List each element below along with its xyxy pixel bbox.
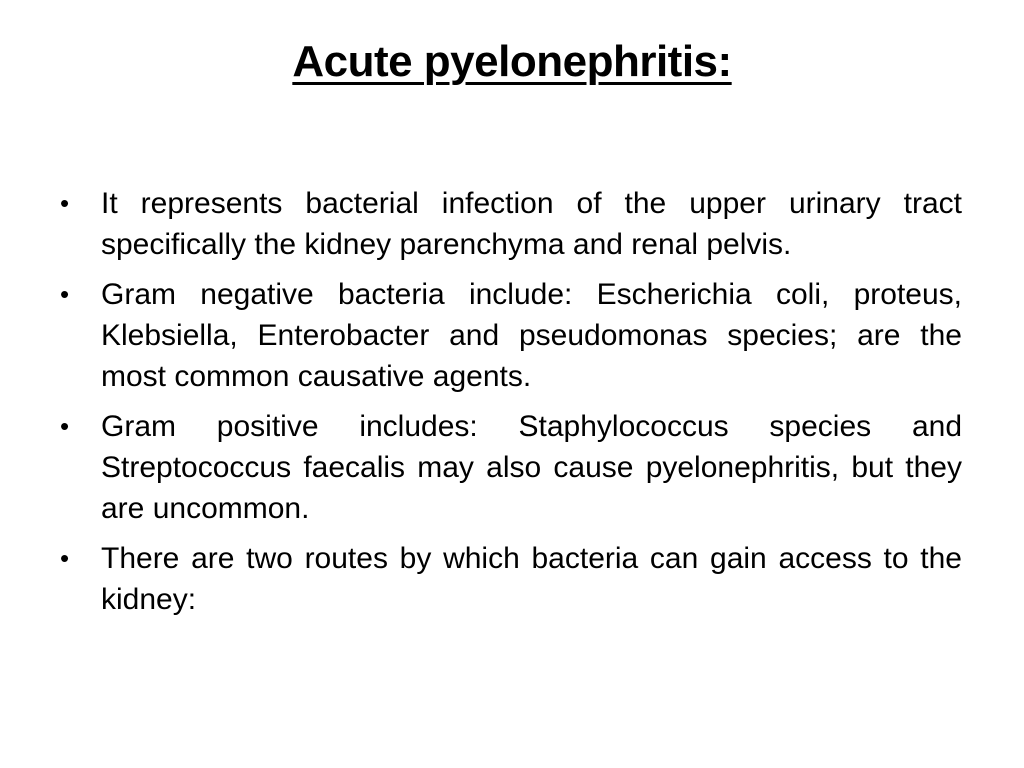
bullet-item-4 — [60, 538, 962, 620]
bullet-item-3 — [60, 406, 962, 529]
bullet-text-2: Gram negative bacteria include: Escherichia coli, proteus, Klebsiella, Enterobacter and pseudomonas species; are the most common causative agents. — [101, 278, 962, 393]
bullet-text-1: It represents bacterial infection of the upper urinary tract specifically the kidney parenchyma and renal pelvis. — [101, 187, 962, 261]
slide-title — [0, 30, 1024, 94]
bullet-dot-icon: • — [60, 279, 70, 309]
bullet-text-3: Gram positive includes: Staphylococcus species and Streptococcus faecalis may also cause pyelonephritis, but they are uncommon. — [101, 410, 962, 525]
bullet-item-2 — [60, 274, 962, 397]
bullet-item-1 — [60, 183, 962, 265]
bullet-list — [60, 183, 962, 629]
bullet-dot-icon: • — [60, 188, 70, 218]
bullet-dot-icon: • — [60, 411, 70, 441]
bullet-dot-icon: • — [60, 543, 70, 573]
slide-title-text: Acute pyelonephritis: — [292, 37, 732, 86]
bullet-text-4: There are two routes by which bacteria can gain access to the kidney: — [101, 542, 962, 616]
